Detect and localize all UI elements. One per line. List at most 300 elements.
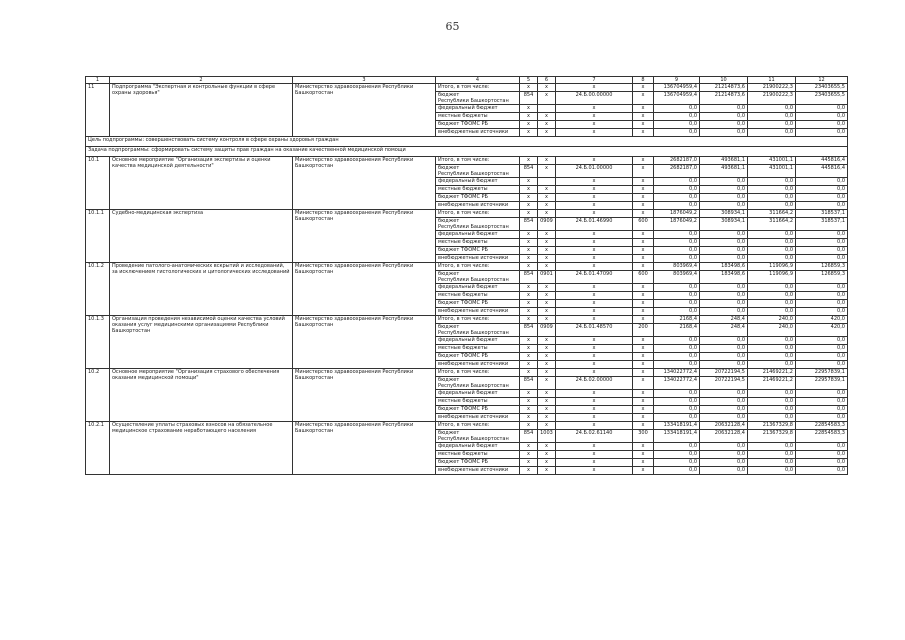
grbs-cell: x: [520, 345, 538, 353]
block-total-row: [86, 369, 848, 377]
executor-name: Министерство здравоохранения Республики Башкортостан: [293, 210, 436, 263]
year-1-amount-cell: 0,0: [700, 337, 748, 345]
razdel-cell: x: [538, 210, 556, 218]
expense-type-cell: x: [633, 390, 654, 398]
source-label: местные бюджеты: [436, 345, 520, 353]
year-3-amount-cell: 23403655,5: [796, 92, 848, 105]
year-2-amount-cell: 0,0: [748, 398, 796, 406]
target-article-cell: 24.Б.01.47090: [556, 271, 633, 284]
total-amount-cell: 133418191,4: [654, 430, 700, 443]
total-amount-cell: 0,0: [654, 194, 700, 202]
source-label: бюджет ТФОМС РБ: [436, 247, 520, 255]
target-article-cell: x: [556, 345, 633, 353]
source-label: бюджет ТФОМС РБ: [436, 300, 520, 308]
year-2-amount-cell: 431001,1: [748, 157, 796, 165]
expense-type-cell: x: [633, 186, 654, 194]
target-article-cell: x: [556, 263, 633, 271]
expense-type-cell: x: [633, 292, 654, 300]
expense-type-cell: x: [633, 316, 654, 324]
razdel-cell: x: [538, 316, 556, 324]
year-1-amount-cell: 0,0: [700, 345, 748, 353]
item-number: 10.1.2: [86, 263, 110, 316]
grbs-cell: x: [520, 459, 538, 467]
grbs-cell: x: [520, 292, 538, 300]
razdel-cell: x: [538, 157, 556, 165]
budget-label-region: Республики Башкортостан: [438, 171, 509, 177]
grbs-cell: x: [520, 255, 538, 263]
razdel-cell: 1003: [538, 430, 556, 443]
year-1-amount-cell: 0,0: [700, 390, 748, 398]
expense-type-cell: x: [633, 194, 654, 202]
razdel-cell: x: [538, 369, 556, 377]
target-article-cell: x: [556, 121, 633, 129]
expense-type-cell: x: [633, 157, 654, 165]
total-label: Итого, в том числе:: [436, 316, 520, 324]
budget-label: бюджет Республики Башкортостан: [436, 430, 520, 443]
item-number: 10.2: [86, 369, 110, 422]
razdel-cell: x: [538, 263, 556, 271]
total-label: Итого, в том числе:: [436, 369, 520, 377]
year-2-amount-cell: 0,0: [748, 292, 796, 300]
grbs-cell: 854: [520, 92, 538, 105]
grbs-cell: x: [520, 263, 538, 271]
expense-type-cell: x: [633, 178, 654, 186]
target-article-cell: x: [556, 178, 633, 186]
year-1-amount-cell: 0,0: [700, 398, 748, 406]
razdel-cell: [538, 178, 556, 186]
grbs-cell: 854: [520, 165, 538, 178]
year-2-amount-cell: 119096,9: [748, 271, 796, 284]
year-3-amount-cell: 0,0: [796, 247, 848, 255]
budget-label-region: Республики Башкортостан: [438, 383, 509, 389]
year-2-amount-cell: 0,0: [748, 194, 796, 202]
target-article-cell: x: [556, 84, 633, 92]
razdel-cell: x: [538, 186, 556, 194]
expense-type-cell: x: [633, 361, 654, 369]
year-2-amount-cell: 21367329,8: [748, 430, 796, 443]
budget-label: бюджет Республики Башкортостан: [436, 271, 520, 284]
year-1-amount-cell: 183498,6: [700, 263, 748, 271]
executor-name: Министерство здравоохранения Республики Башкортостан: [293, 263, 436, 316]
source-label: местные бюджеты: [436, 398, 520, 406]
grbs-cell: x: [520, 129, 538, 137]
year-2-amount-cell: 0,0: [748, 308, 796, 316]
target-article-cell: x: [556, 284, 633, 292]
year-1-amount-cell: 493681,1: [700, 157, 748, 165]
total-amount-cell: 0,0: [654, 353, 700, 361]
budget-label-region: Республики Башкортостан: [438, 436, 509, 442]
year-3-amount-cell: 0,0: [796, 121, 848, 129]
target-article-cell: x: [556, 467, 633, 475]
column-number-4: 4: [436, 77, 520, 84]
source-label: бюджет ТФОМС РБ: [436, 459, 520, 467]
grbs-cell: x: [520, 443, 538, 451]
expense-type-cell: x: [633, 353, 654, 361]
year-3-amount-cell: 318537,1: [796, 218, 848, 231]
year-1-amount-cell: 308934,1: [700, 218, 748, 231]
column-number-5: 5: [520, 77, 538, 84]
source-label: федеральный бюджет: [436, 178, 520, 186]
target-article-cell: x: [556, 186, 633, 194]
target-article-cell: x: [556, 414, 633, 422]
grbs-cell: x: [520, 308, 538, 316]
year-1-amount-cell: 0,0: [700, 231, 748, 239]
target-article-cell: x: [556, 443, 633, 451]
year-2-amount-cell: 0,0: [748, 178, 796, 186]
table-header-row: [86, 77, 848, 84]
target-article-cell: 24.Б.02.00000: [556, 377, 633, 390]
source-label: внебюджетные источники: [436, 414, 520, 422]
year-3-amount-cell: 0,0: [796, 390, 848, 398]
year-3-amount-cell: 0,0: [796, 300, 848, 308]
year-2-amount-cell: 0,0: [748, 459, 796, 467]
item-name: Подпрограмма "Экспертная и контрольные функции в сфере охраны здоровья": [110, 84, 293, 137]
subprogram-goal: Цель подпрограммы: совершенствовать систему контроля в сфере охраны здоровья граждан: [86, 137, 848, 147]
year-2-amount-cell: 21469221,2: [748, 377, 796, 390]
year-1-amount-cell: 20632128,4: [700, 430, 748, 443]
grbs-cell: 854: [520, 218, 538, 231]
expense-type-cell: x: [633, 414, 654, 422]
razdel-cell: 0909: [538, 324, 556, 337]
razdel-cell: x: [538, 255, 556, 263]
year-3-amount-cell: 0,0: [796, 459, 848, 467]
grbs-cell: x: [520, 422, 538, 430]
column-number-2: 2: [110, 77, 293, 84]
year-3-amount-cell: 0,0: [796, 186, 848, 194]
year-1-amount-cell: 0,0: [700, 284, 748, 292]
expense-type-cell: x: [633, 369, 654, 377]
year-1-amount-cell: 0,0: [700, 178, 748, 186]
year-2-amount-cell: 431001,1: [748, 165, 796, 178]
grbs-cell: x: [520, 284, 538, 292]
year-3-amount-cell: 0,0: [796, 467, 848, 475]
column-number-6: 6: [538, 77, 556, 84]
total-amount-cell: 0,0: [654, 308, 700, 316]
expense-type-cell: 600: [633, 218, 654, 231]
grbs-cell: x: [520, 113, 538, 121]
razdel-cell: x: [538, 459, 556, 467]
year-1-amount-cell: 0,0: [700, 361, 748, 369]
year-1-amount-cell: 308934,1: [700, 210, 748, 218]
source-label: бюджет ТФОМС РБ: [436, 406, 520, 414]
total-amount-cell: 0,0: [654, 345, 700, 353]
total-amount-cell: 134022772,4: [654, 369, 700, 377]
year-1-amount-cell: 0,0: [700, 414, 748, 422]
budget-label-region: Республики Башкортостан: [438, 224, 509, 230]
item-number: 10.1.1: [86, 210, 110, 263]
razdel-cell: x: [538, 121, 556, 129]
grbs-cell: x: [520, 121, 538, 129]
expense-type-cell: x: [633, 406, 654, 414]
year-3-amount-cell: 22854583,3: [796, 430, 848, 443]
budget-table: [85, 76, 848, 475]
year-3-amount-cell: 22957839,1: [796, 369, 848, 377]
razdel-cell: 0901: [538, 271, 556, 284]
razdel-cell: x: [538, 239, 556, 247]
source-label: местные бюджеты: [436, 186, 520, 194]
total-amount-cell: 1876049,2: [654, 210, 700, 218]
target-article-cell: x: [556, 239, 633, 247]
total-amount-cell: 0,0: [654, 186, 700, 194]
total-amount-cell: 136704959,4: [654, 84, 700, 92]
subprogram-task: Задача подпрограммы: сформировать систему защиты прав граждан на оказание качественной медицинской помощи: [86, 147, 848, 157]
year-3-amount-cell: 23403655,5: [796, 84, 848, 92]
target-article-cell: x: [556, 353, 633, 361]
razdel-cell: x: [538, 194, 556, 202]
total-amount-cell: 803969,4: [654, 271, 700, 284]
expense-type-cell: x: [633, 113, 654, 121]
item-name: Судебно-медицинская экспертиза: [110, 210, 293, 263]
grbs-cell: x: [520, 353, 538, 361]
budget-label: бюджет Республики Башкортостан: [436, 92, 520, 105]
razdel-cell: x: [538, 308, 556, 316]
total-amount-cell: 0,0: [654, 202, 700, 210]
razdel-cell: x: [538, 292, 556, 300]
expense-type-cell: x: [633, 239, 654, 247]
total-amount-cell: 0,0: [654, 459, 700, 467]
source-label: бюджет ТФОМС РБ: [436, 353, 520, 361]
year-3-amount-cell: 0,0: [796, 337, 848, 345]
source-label: бюджет ТФОМС РБ: [436, 194, 520, 202]
year-1-amount-cell: 0,0: [700, 459, 748, 467]
year-3-amount-cell: 445816,4: [796, 157, 848, 165]
year-3-amount-cell: 22854583,3: [796, 422, 848, 430]
year-1-amount-cell: 493681,1: [700, 165, 748, 178]
year-3-amount-cell: 0,0: [796, 231, 848, 239]
year-2-amount-cell: 119096,9: [748, 263, 796, 271]
razdel-cell: x: [538, 377, 556, 390]
year-2-amount-cell: 21469221,2: [748, 369, 796, 377]
year-3-amount-cell: 420,0: [796, 324, 848, 337]
expense-type-cell: x: [633, 443, 654, 451]
expense-type-cell: x: [633, 337, 654, 345]
razdel-cell: x: [538, 422, 556, 430]
item-name: Проведение патолого-анатомических вскрытий и исследований, за исключением гистологических и цитологических исследований: [110, 263, 293, 316]
expense-type-cell: x: [633, 202, 654, 210]
column-number-3: 3: [293, 77, 436, 84]
year-2-amount-cell: 240,0: [748, 316, 796, 324]
grbs-cell: x: [520, 194, 538, 202]
year-3-amount-cell: 0,0: [796, 113, 848, 121]
year-3-amount-cell: 0,0: [796, 345, 848, 353]
year-3-amount-cell: 0,0: [796, 414, 848, 422]
item-name: Основное мероприятие "Организация страхового обеспечения оказания медицинской помощи": [110, 369, 293, 422]
year-2-amount-cell: 0,0: [748, 239, 796, 247]
source-label: внебюджетные источники: [436, 308, 520, 316]
year-3-amount-cell: 420,0: [796, 316, 848, 324]
year-1-amount-cell: 0,0: [700, 353, 748, 361]
year-1-amount-cell: 0,0: [700, 239, 748, 247]
source-label: федеральный бюджет: [436, 284, 520, 292]
target-article-cell: x: [556, 202, 633, 210]
year-2-amount-cell: 0,0: [748, 300, 796, 308]
year-1-amount-cell: 0,0: [700, 406, 748, 414]
year-3-amount-cell: 126859,3: [796, 271, 848, 284]
total-amount-cell: 0,0: [654, 398, 700, 406]
razdel-cell: x: [538, 361, 556, 369]
year-2-amount-cell: 0,0: [748, 113, 796, 121]
table-body: [86, 77, 848, 475]
item-name: Организация проведения независимой оценки качества условий оказания услуг медицинскими организациями Республики Башкортостан: [110, 316, 293, 369]
column-number-10: 10: [700, 77, 748, 84]
razdel-cell: x: [538, 398, 556, 406]
budget-label: бюджет Республики Башкортостан: [436, 377, 520, 390]
year-3-amount-cell: 0,0: [796, 105, 848, 113]
grbs-cell: 854: [520, 271, 538, 284]
grbs-cell: x: [520, 247, 538, 255]
target-article-cell: x: [556, 292, 633, 300]
year-1-amount-cell: 0,0: [700, 451, 748, 459]
grbs-cell: x: [520, 84, 538, 92]
source-label: федеральный бюджет: [436, 443, 520, 451]
expense-type-cell: x: [633, 284, 654, 292]
grbs-cell: x: [520, 202, 538, 210]
column-number-11: 11: [748, 77, 796, 84]
total-amount-cell: 0,0: [654, 284, 700, 292]
total-amount-cell: 803969,4: [654, 263, 700, 271]
year-3-amount-cell: 0,0: [796, 353, 848, 361]
block-total-row: [86, 263, 848, 271]
year-1-amount-cell: 0,0: [700, 292, 748, 300]
year-3-amount-cell: 0,0: [796, 361, 848, 369]
razdel-cell: x: [538, 92, 556, 105]
expense-type-cell: x: [633, 129, 654, 137]
razdel-cell: x: [538, 345, 556, 353]
grbs-cell: x: [520, 414, 538, 422]
total-amount-cell: 0,0: [654, 113, 700, 121]
target-article-cell: x: [556, 316, 633, 324]
year-2-amount-cell: 0,0: [748, 121, 796, 129]
total-amount-cell: 0,0: [654, 231, 700, 239]
year-1-amount-cell: 0,0: [700, 467, 748, 475]
year-2-amount-cell: 311664,2: [748, 218, 796, 231]
total-label: Итого, в том числе:: [436, 84, 520, 92]
total-amount-cell: 0,0: [654, 247, 700, 255]
expense-type-cell: 600: [633, 271, 654, 284]
year-1-amount-cell: 0,0: [700, 443, 748, 451]
razdel-cell: x: [538, 84, 556, 92]
year-2-amount-cell: 21367329,8: [748, 422, 796, 430]
expense-type-cell: x: [633, 210, 654, 218]
source-label: местные бюджеты: [436, 239, 520, 247]
year-3-amount-cell: 22957839,1: [796, 377, 848, 390]
razdel-cell: x: [538, 414, 556, 422]
executor-name: Министерство здравоохранения Республики Башкортостан: [293, 157, 436, 210]
razdel-cell: x: [538, 390, 556, 398]
razdel-cell: x: [538, 353, 556, 361]
page-number: 65: [445, 20, 460, 33]
razdel-cell: x: [538, 129, 556, 137]
target-article-cell: x: [556, 398, 633, 406]
year-3-amount-cell: 318537,1: [796, 210, 848, 218]
razdel-cell: x: [538, 165, 556, 178]
year-3-amount-cell: 0,0: [796, 443, 848, 451]
target-article-cell: x: [556, 210, 633, 218]
razdel-cell: x: [538, 451, 556, 459]
budget-label: бюджет Республики Башкортостан: [436, 324, 520, 337]
year-1-amount-cell: 0,0: [700, 202, 748, 210]
total-amount-cell: 0,0: [654, 121, 700, 129]
grbs-cell: x: [520, 467, 538, 475]
grbs-cell: x: [520, 361, 538, 369]
grbs-cell: x: [520, 406, 538, 414]
total-amount-cell: 133418191,4: [654, 422, 700, 430]
target-article-cell: x: [556, 308, 633, 316]
year-2-amount-cell: 0,0: [748, 186, 796, 194]
year-3-amount-cell: 0,0: [796, 255, 848, 263]
grbs-cell: x: [520, 451, 538, 459]
year-2-amount-cell: 240,0: [748, 324, 796, 337]
target-article-cell: x: [556, 361, 633, 369]
total-amount-cell: 0,0: [654, 337, 700, 345]
year-1-amount-cell: 0,0: [700, 105, 748, 113]
year-1-amount-cell: 0,0: [700, 300, 748, 308]
expense-type-cell: x: [633, 451, 654, 459]
expense-type-cell: x: [633, 398, 654, 406]
item-number: 10.2.1: [86, 422, 110, 475]
year-2-amount-cell: 0,0: [748, 414, 796, 422]
year-3-amount-cell: 0,0: [796, 308, 848, 316]
total-amount-cell: 0,0: [654, 361, 700, 369]
year-3-amount-cell: 0,0: [796, 129, 848, 137]
task-row: [86, 147, 848, 157]
year-2-amount-cell: 0,0: [748, 247, 796, 255]
year-1-amount-cell: 0,0: [700, 129, 748, 137]
grbs-cell: x: [520, 239, 538, 247]
year-1-amount-cell: 0,0: [700, 186, 748, 194]
total-label: Итого, в том числе:: [436, 263, 520, 271]
year-2-amount-cell: 0,0: [748, 406, 796, 414]
column-number-9: 9: [654, 77, 700, 84]
source-label: внебюджетные источники: [436, 202, 520, 210]
target-article-cell: 24.Б.01.00000: [556, 165, 633, 178]
year-1-amount-cell: 21214873,6: [700, 92, 748, 105]
year-2-amount-cell: 0,0: [748, 129, 796, 137]
expense-type-cell: x: [633, 84, 654, 92]
razdel-cell: x: [538, 231, 556, 239]
total-amount-cell: 0,0: [654, 292, 700, 300]
razdel-cell: x: [538, 406, 556, 414]
razdel-cell: x: [538, 247, 556, 255]
year-2-amount-cell: 0,0: [748, 105, 796, 113]
grbs-cell: x: [520, 337, 538, 345]
expense-type-cell: 200: [633, 324, 654, 337]
year-1-amount-cell: 20722194,5: [700, 377, 748, 390]
source-label: внебюджетные источники: [436, 255, 520, 263]
item-number: 10.1.3: [86, 316, 110, 369]
total-amount-cell: 0,0: [654, 300, 700, 308]
year-1-amount-cell: 183498,6: [700, 271, 748, 284]
column-number-1: 1: [86, 77, 110, 84]
column-number-12: 12: [796, 77, 848, 84]
grbs-cell: 854: [520, 377, 538, 390]
source-label: федеральный бюджет: [436, 337, 520, 345]
razdel-cell: x: [538, 337, 556, 345]
year-1-amount-cell: 0,0: [700, 121, 748, 129]
year-1-amount-cell: 20722194,5: [700, 369, 748, 377]
target-article-cell: 24.Б.00.00000: [556, 92, 633, 105]
razdel-cell: x: [538, 443, 556, 451]
budget-label-region: Республики Башкортостан: [438, 330, 509, 336]
source-label: местные бюджеты: [436, 292, 520, 300]
year-2-amount-cell: 0,0: [748, 361, 796, 369]
year-2-amount-cell: 0,0: [748, 231, 796, 239]
target-article-cell: x: [556, 105, 633, 113]
razdel-cell: 0909: [538, 218, 556, 231]
target-article-cell: x: [556, 129, 633, 137]
source-label: федеральный бюджет: [436, 105, 520, 113]
expense-type-cell: 300: [633, 430, 654, 443]
